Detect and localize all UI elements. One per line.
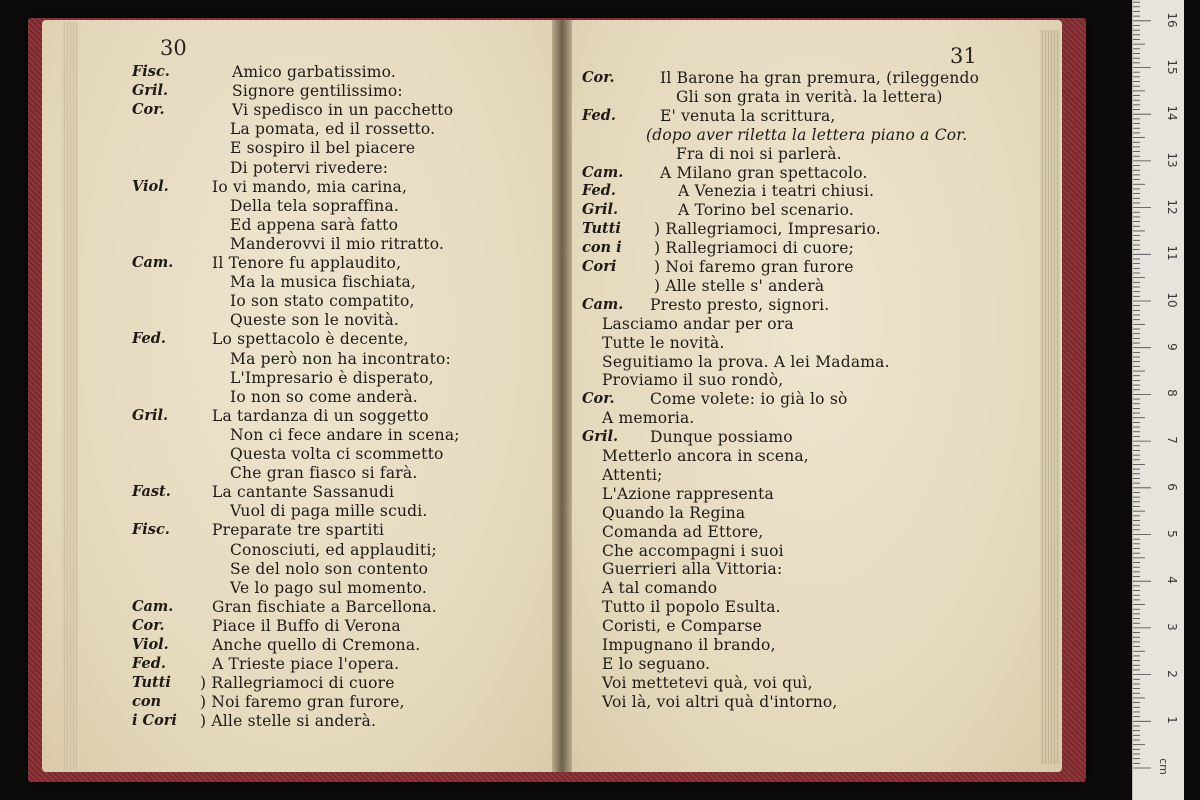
verse-line: A tal comando: [602, 579, 718, 598]
ruler-number: 2: [1165, 669, 1179, 678]
verse-line: Tutte le novità.: [602, 333, 725, 352]
verse-line: Che accompagni i suoi: [602, 541, 784, 560]
verse-line: Amico garbatissimo.: [232, 63, 397, 81]
speaker-label: i Cori: [132, 712, 177, 730]
verse-line: E lo seguano.: [602, 654, 711, 673]
verse-line: Metterlo ancora in scena,: [602, 447, 809, 465]
verse-line: L'Impresario è disperato,: [230, 368, 434, 387]
speaker-label: con: [132, 693, 162, 711]
verse-line: Vuol di paga mille scudi.: [230, 502, 428, 521]
speaker-label: Fed.: [582, 182, 616, 200]
page-number-right: 31: [950, 44, 977, 68]
speaker-label: Cor.: [582, 69, 615, 86]
ruler-number: 1: [1165, 716, 1179, 725]
ruler-number: 12: [1165, 198, 1179, 215]
speaker-label: Fed.: [132, 655, 166, 673]
verse-line: Queste son le novità.: [230, 311, 400, 330]
speaker-label: Cor.: [582, 390, 615, 408]
verse-line: Questa volta ci scommetto: [230, 445, 444, 463]
verse-line: Attenti;: [602, 465, 663, 484]
page-edges-right: [1040, 30, 1060, 764]
verse-line: Voi mettetevi quà, voi quì,: [602, 673, 813, 692]
speaker-label: Gril.: [132, 82, 169, 100]
verse-line: Della tela sopraffina.: [230, 196, 400, 215]
ruler-number: 8: [1165, 389, 1179, 398]
verse-line: A Torino bel scenario.: [678, 201, 854, 220]
speaker-label: Viol.: [132, 177, 169, 195]
verse-line: Signore gentilissimo:: [232, 82, 403, 101]
ruler-number: 10: [1165, 292, 1179, 308]
verse-line: Manderovvi il mio ritratto.: [230, 234, 445, 253]
verse-line: Io vi mando, mia carina,: [212, 177, 408, 196]
verse-line: ) Noi faremo gran furore,: [200, 693, 405, 712]
ruler-unit-label: cm: [1156, 758, 1170, 775]
ruler-number: 15: [1165, 58, 1179, 75]
verse-line: Coristi, e Comparse: [602, 617, 763, 636]
verse-line: Quando la Regina: [602, 503, 746, 522]
speaker-label: Fisc.: [132, 63, 170, 80]
verse-line: Ed appena sarà fatto: [230, 215, 399, 234]
verse-line: A Venezia i teatri chiusi.: [678, 182, 875, 201]
speaker-label: Tutti: [582, 220, 621, 238]
verse-line: Di potervi rivedere:: [230, 158, 389, 177]
speaker-label: Cori: [582, 258, 617, 275]
page-edges-left: [62, 22, 78, 770]
verse-line: Lo spettacolo è decente,: [212, 330, 409, 349]
ruler-number: 13: [1165, 152, 1179, 168]
ruler-number: 7: [1165, 436, 1179, 444]
verse-line: Seguitiamo la prova. A lei Madama.: [602, 352, 890, 371]
verse-line: A Milano gran spettacolo.: [660, 163, 868, 182]
speaker-label: Cor.: [132, 616, 165, 634]
verse-line: Ma la musica fischiata,: [230, 273, 417, 292]
ruler-number: 4: [1165, 576, 1179, 584]
verse-line: A memoria.: [602, 409, 695, 428]
speaker-label: Gril.: [582, 428, 619, 446]
verse-line: A Trieste piace l'opera.: [212, 655, 400, 674]
speaker-label: Cam.: [582, 163, 624, 181]
verse-line: Tutto il popolo Esulta.: [602, 598, 781, 617]
verse-line: Gli son grata in verità. la lettera): [676, 87, 943, 106]
speaker-label: Fed.: [132, 330, 166, 348]
speaker-label: Cam.: [582, 295, 624, 313]
verse-line: Comanda ad Ettore,: [602, 522, 764, 541]
verse-line: Io son stato compatito,: [230, 292, 415, 311]
ruler-number: 14: [1165, 105, 1179, 121]
ruler-number: 6: [1165, 482, 1179, 491]
verse-line: Non ci fece andare in scena;: [230, 425, 460, 444]
verse-line: La cantante Sassanudi: [212, 483, 395, 502]
verse-line: La pomata, ed il rossetto.: [230, 120, 436, 139]
verse-line: Come volete: io già lo sò: [650, 390, 848, 409]
verse-line: Vi spedisco in un pacchetto: [232, 101, 454, 120]
verse-line: Gran fischiate a Barcellona.: [212, 597, 437, 616]
verse-line: La tardanza di un soggetto: [212, 406, 429, 425]
speaker-label: Gril.: [582, 201, 619, 219]
speaker-label: Fed.: [582, 106, 616, 124]
verse-line: Conosciuti, ed applauditi;: [230, 540, 437, 559]
background-strip: [1184, 0, 1200, 800]
verse-line: Dunque possiamo: [650, 428, 793, 447]
verse-line: ) Noi faremo gran furore: [654, 258, 854, 276]
verse-line: Il Tenore fu applaudito,: [212, 254, 402, 272]
verse-line: L'Azione rappresenta: [602, 484, 774, 503]
speaker-label: Cor.: [132, 101, 165, 119]
book-gutter: [552, 20, 572, 772]
verse-line: (dopo aver riletta la lettera piano a Cor.: [646, 125, 968, 144]
verse-line: ) Alle stelle s' anderà: [654, 276, 825, 295]
verse-line: Ma però non ha incontrato:: [230, 349, 451, 368]
verse-line: E sospiro il bel piacere: [230, 139, 416, 158]
verse-line: ) Rallegriamoci, Impresario.: [654, 220, 881, 239]
verse-line: Io non so come anderà.: [230, 387, 418, 406]
verse-line: ) Rallegriamoci di cuore;: [654, 239, 855, 258]
verse-line: Piace il Buffo di Verona: [212, 616, 401, 635]
ruler-number: 9: [1165, 342, 1179, 351]
speaker-label: Gril.: [132, 406, 169, 424]
speaker-label: Cam.: [132, 597, 174, 615]
verse-line: ) Alle stelle si anderà.: [200, 712, 377, 731]
verse-line: Impugnano il brando,: [602, 636, 776, 654]
verse-line: Voi là, voi altri quà d'intorno,: [602, 692, 838, 711]
verse-line: E' venuta la scrittura,: [660, 106, 836, 125]
speaker-label: Fast.: [132, 483, 171, 501]
verse-line: Guerrieri alla Vittoria:: [602, 560, 783, 579]
verse-line: ) Rallegriamoci di cuore: [200, 674, 395, 693]
speaker-label: Fisc.: [132, 521, 170, 539]
speaker-label: Cam.: [132, 254, 174, 271]
verse-line: Se del nolo son contento: [230, 559, 429, 578]
verse-line: Lasciamo andar per ora: [602, 314, 794, 333]
verse-line: Il Barone ha gran premura, (rileggendo: [660, 69, 980, 87]
verse-line: Ve lo pago sul momento.: [230, 578, 427, 597]
verse-line: Proviamo il suo rondò,: [602, 371, 784, 390]
verse-line: Preparate tre spartiti: [212, 521, 385, 540]
ruler-number: 5: [1165, 529, 1179, 538]
speaker-label: Tutti: [132, 674, 171, 692]
measuring-ruler: [1132, 0, 1185, 800]
ruler-number: 3: [1165, 623, 1179, 631]
verse-line: Presto presto, signori.: [650, 295, 830, 314]
ruler-number: 11: [1165, 245, 1179, 261]
speaker-label: Viol.: [132, 636, 169, 653]
speaker-label: con i: [582, 239, 622, 257]
verse-line: Anche quello di Cremona.: [212, 636, 421, 654]
verse-line: Fra di noi si parlerà.: [676, 144, 842, 163]
page-number-left: 30: [160, 36, 187, 60]
verse-line: Che gran fiasco si farà.: [230, 464, 418, 483]
ruler-number: 16: [1165, 12, 1179, 28]
